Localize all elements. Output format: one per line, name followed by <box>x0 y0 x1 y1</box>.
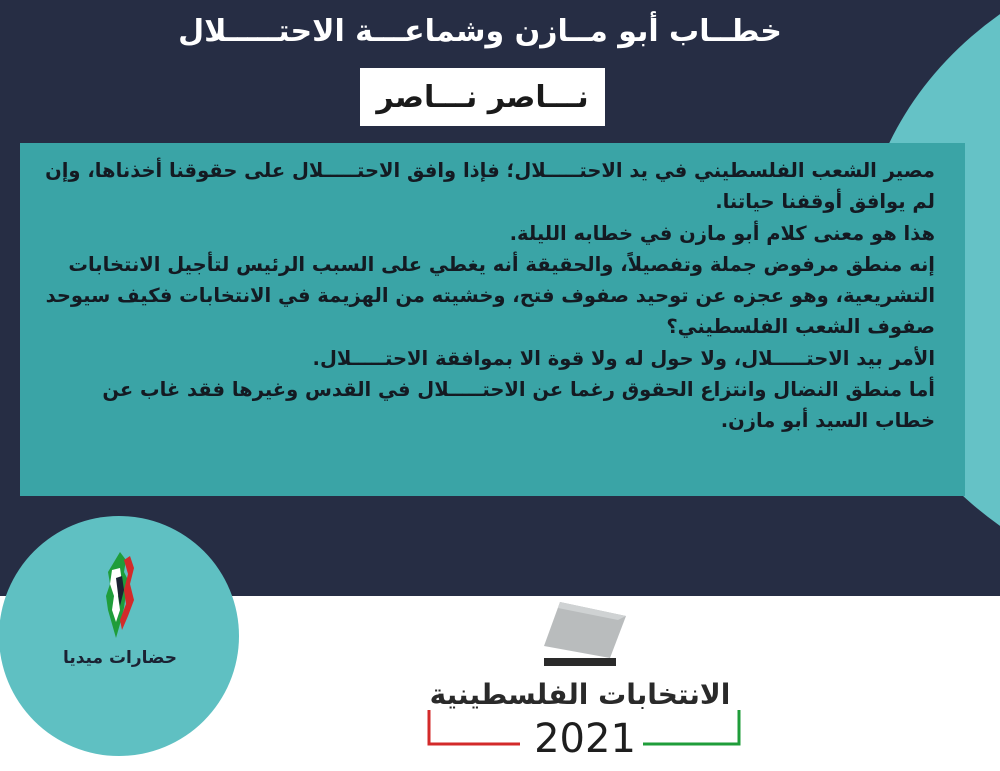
author-name: نـــاصر نـــاصر <box>376 79 589 115</box>
logo-text: حضارات ميديا <box>62 648 178 668</box>
palestine-map-icon <box>90 550 150 642</box>
paragraph-3: إنه منطق مرفوض جملة وتفصيلاً، والحقيقة أنه يغطي على السبب الرئيس لتأجيل الانتخابات التشريعية، وهو عجزه عن توحيد صفوف فتح، وخشيته من الهزيمة في الانتخابات فكيف سيوحد صفوف الشعب الفلسطيني؟ <box>45 252 935 339</box>
author-name-box <box>360 68 605 126</box>
paragraph-5: أما منطق النضال وانتزاع الحقوق رغما عن الاحتـــــلال في القدس وغيرها فقد غاب عن خطاب السيد أبو مازن. <box>102 378 935 433</box>
article-content-box <box>20 143 965 496</box>
ballot-box-icon <box>538 598 628 670</box>
paragraph-4: الأمر بيد الاحتـــــلال، ولا حول له ولا قوة الا بموافقة الاحتـــــلال. <box>312 346 935 370</box>
election-year: 2021 <box>534 716 636 762</box>
election-label: الانتخابات الفلسطينية <box>429 678 731 711</box>
paragraph-1: مصير الشعب الفلسطيني في يد الاحتـــــلال؛ فإذا وافق الاحتـــــلال على حقوقنا أخذناها، وإن لم يوافق أوقفنا حياتنا. <box>45 159 935 214</box>
poster-title: خطــاب أبو مــازن وشماعـــة الاحتـــــلال <box>178 14 782 49</box>
paragraph-2: هذا هو معنى كلام أبو مازن في خطابه الليلة. <box>509 221 935 245</box>
